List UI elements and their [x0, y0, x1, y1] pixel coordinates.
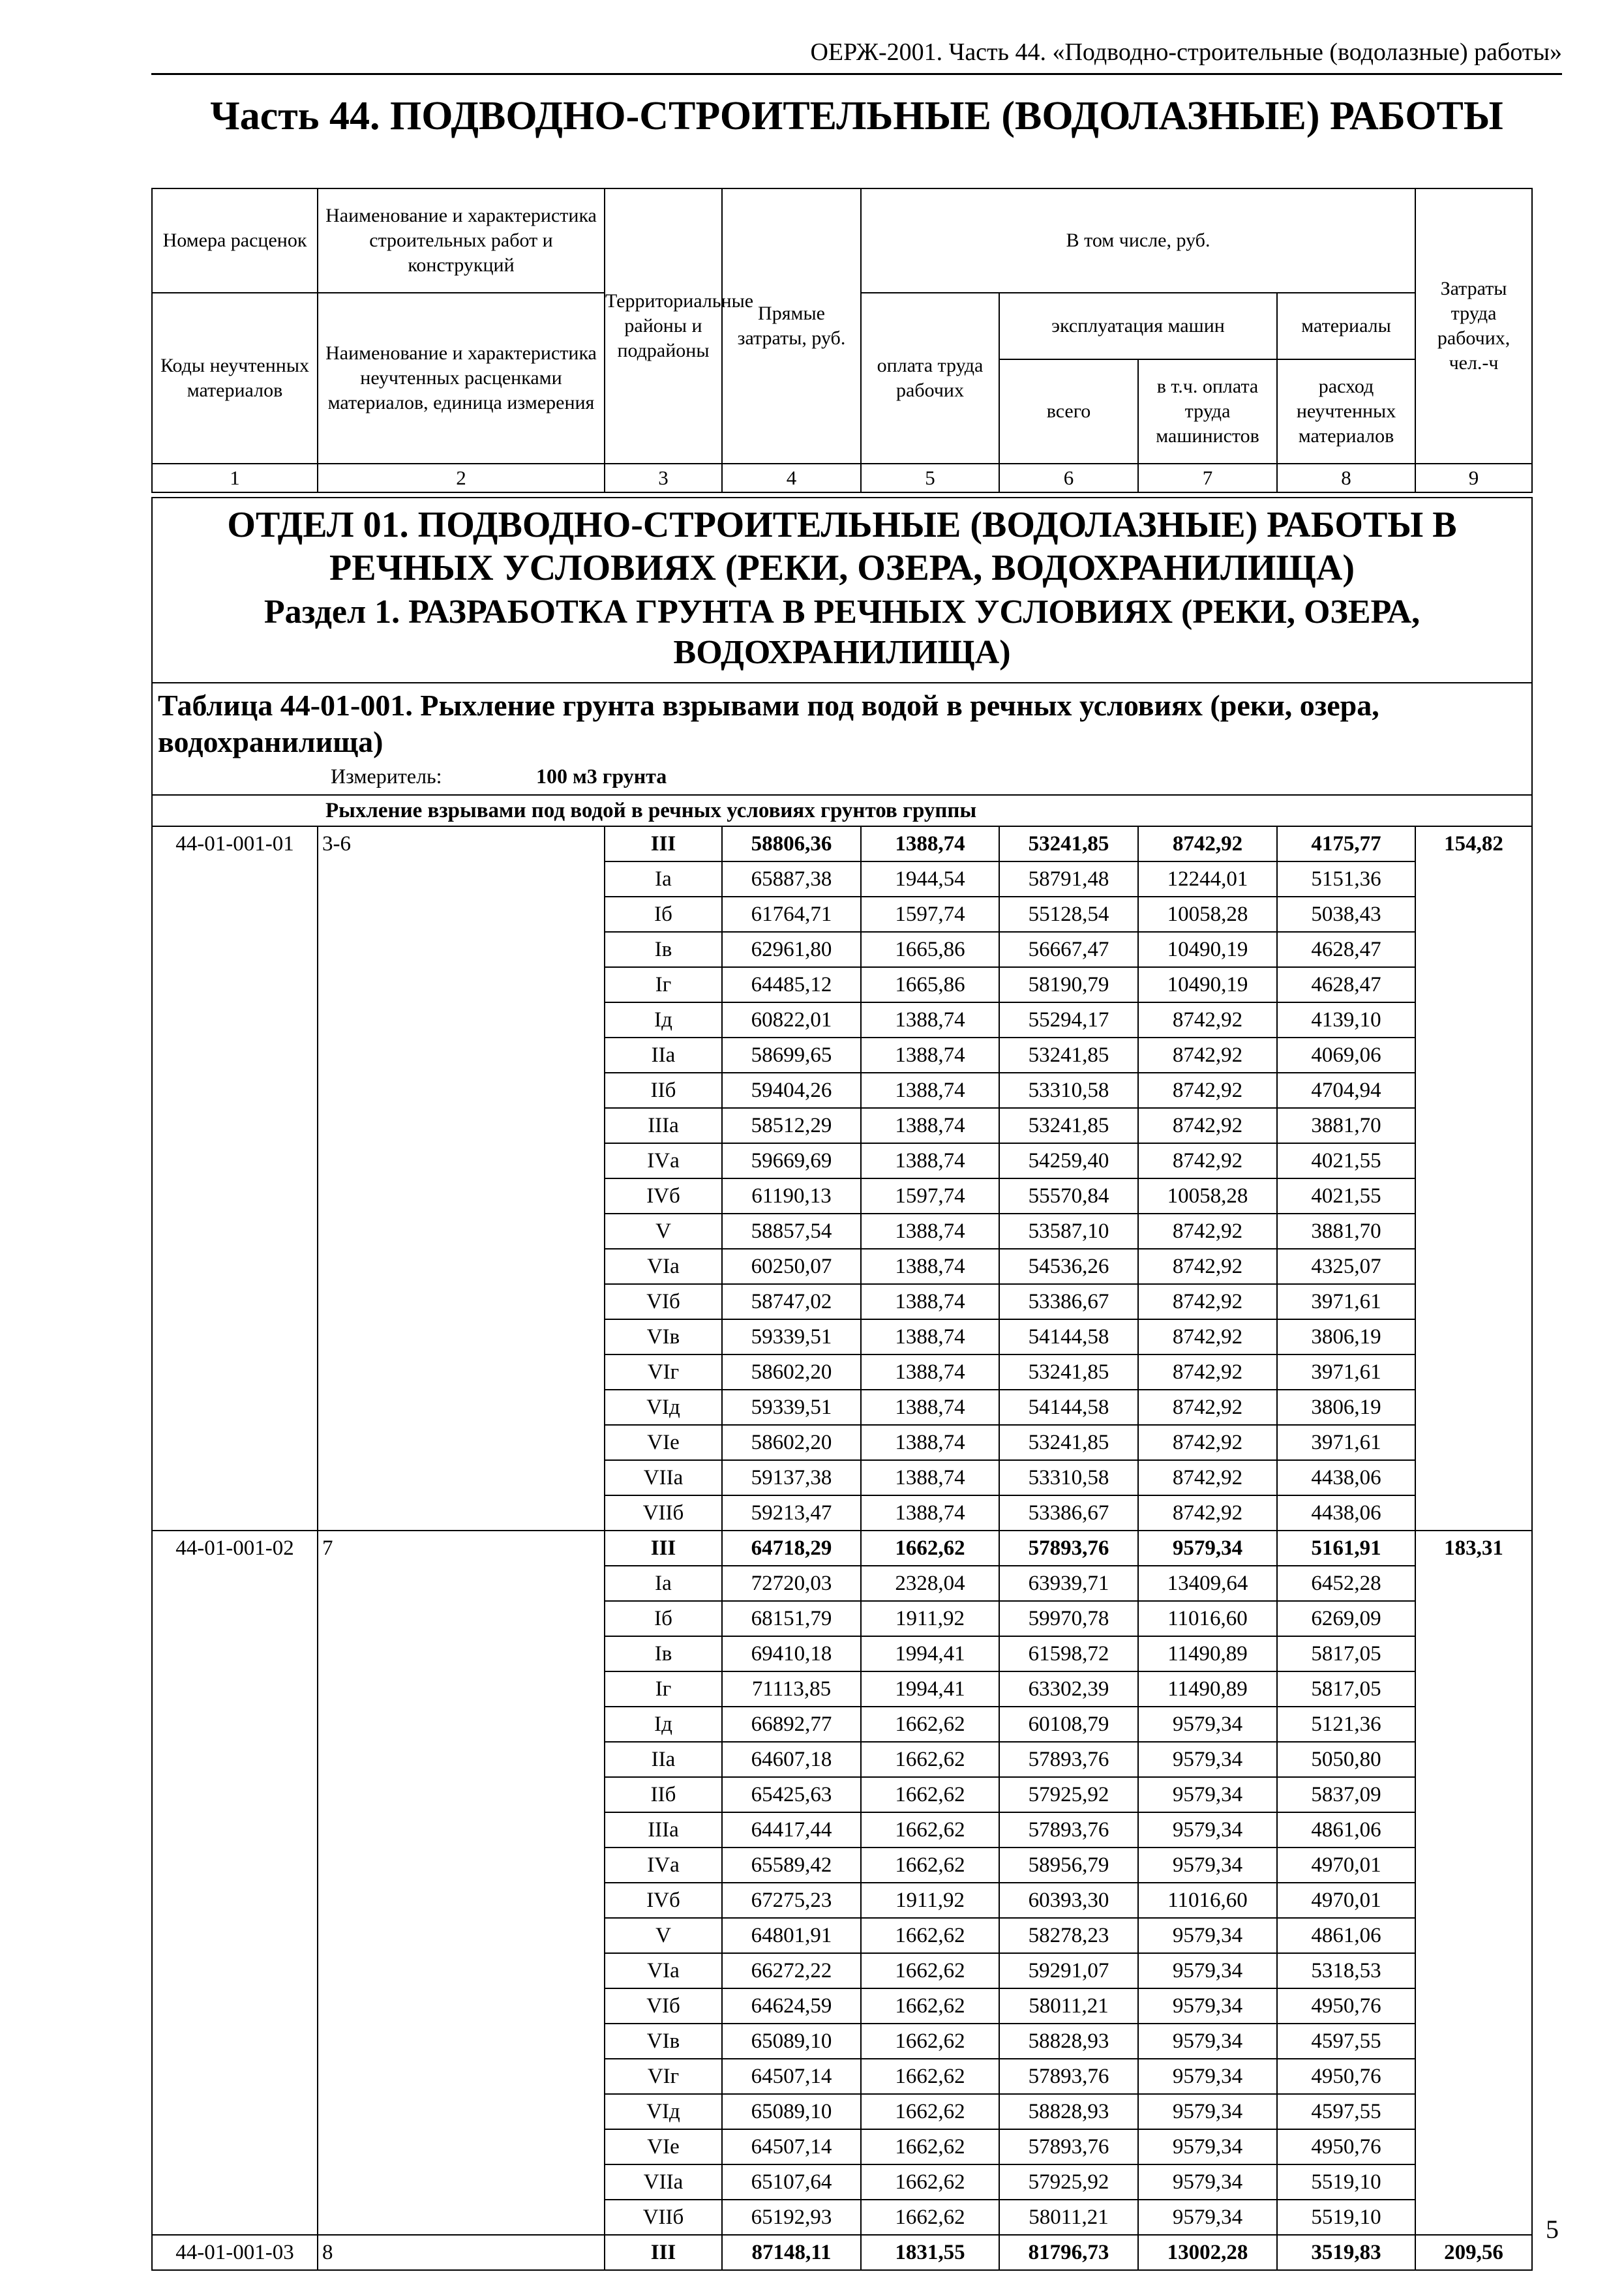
materials: 5050,80 [1277, 1742, 1415, 1777]
rate-code: 44-01-001-01 [152, 826, 318, 1531]
direct-costs: 61764,71 [722, 897, 861, 932]
table-title-block [152, 683, 1532, 795]
region: VIд [605, 2094, 722, 2129]
column-number: 1 [152, 464, 318, 492]
direct-costs: 65107,64 [722, 2164, 861, 2200]
region: V [605, 1214, 722, 1249]
materials: 3881,70 [1277, 1108, 1415, 1143]
materials: 4069,06 [1277, 1038, 1415, 1073]
wages: 1911,92 [861, 1601, 999, 1636]
column-number: 9 [1415, 464, 1532, 492]
machinists-wage: 12244,01 [1138, 861, 1277, 897]
materials: 4970,01 [1277, 1848, 1415, 1883]
direct-costs: 62961,80 [722, 932, 861, 967]
region: IVа [605, 1848, 722, 1883]
wages: 1597,74 [861, 1178, 999, 1214]
labor-hours: 154,82 [1415, 826, 1532, 1531]
region: IIа [605, 1742, 722, 1777]
column-number: 6 [999, 464, 1138, 492]
machines-total: 60108,79 [999, 1707, 1138, 1742]
materials: 5519,10 [1277, 2200, 1415, 2235]
wages: 1388,74 [861, 1038, 999, 1073]
region: Iв [605, 932, 722, 967]
materials: 6269,09 [1277, 1601, 1415, 1636]
direct-costs: 65192,93 [722, 2200, 861, 2235]
header-machines-total: всего [1000, 360, 1139, 463]
materials: 4628,47 [1277, 932, 1415, 967]
wages: 1665,86 [861, 932, 999, 967]
rate-name: 7 [318, 1531, 605, 2235]
header-work-name: Наименование и характеристика строительных работ и конструкций [318, 188, 605, 293]
region: Iа [605, 1566, 722, 1601]
materials: 4970,01 [1277, 1883, 1415, 1918]
header-machines-title: эксплуатация машин [1000, 293, 1276, 360]
header-wages: оплата труда рабочих [861, 293, 999, 464]
machines-total: 63302,39 [999, 1671, 1138, 1707]
machines-total: 60393,30 [999, 1883, 1138, 1918]
machines-total: 61598,72 [999, 1636, 1138, 1671]
machines-total: 53386,67 [999, 1495, 1138, 1531]
direct-costs: 65089,10 [722, 2094, 861, 2129]
machines-total: 54144,58 [999, 1390, 1138, 1425]
materials: 4597,55 [1277, 2094, 1415, 2129]
machines-total: 58956,79 [999, 1848, 1138, 1883]
machines-total: 53241,85 [999, 1108, 1138, 1143]
machines-total: 58791,48 [999, 861, 1138, 897]
direct-costs: 58602,20 [722, 1425, 861, 1460]
wages: 1388,74 [861, 1319, 999, 1354]
materials: 4950,76 [1277, 2059, 1415, 2094]
materials: 3971,61 [1277, 1284, 1415, 1319]
machines-total: 57893,76 [999, 2059, 1138, 2094]
wages: 1388,74 [861, 1073, 999, 1108]
machinists-wage: 9579,34 [1138, 1707, 1277, 1742]
direct-costs: 66272,22 [722, 1953, 861, 1988]
materials: 4597,55 [1277, 2024, 1415, 2059]
machines-total: 55294,17 [999, 1002, 1138, 1038]
direct-costs: 65425,63 [722, 1777, 861, 1812]
machinists-wage: 9579,34 [1138, 2024, 1277, 2059]
region: VIа [605, 1249, 722, 1284]
direct-costs: 64507,14 [722, 2059, 861, 2094]
direct-costs: 65089,10 [722, 2024, 861, 2059]
wages: 1662,62 [861, 1812, 999, 1848]
machines-total: 57893,76 [999, 1812, 1138, 1848]
region: Iд [605, 1707, 722, 1742]
region: IVа [605, 1143, 722, 1178]
machinists-wage: 13409,64 [1138, 1566, 1277, 1601]
direct-costs: 71113,85 [722, 1671, 861, 1707]
machinists-wage: 10058,28 [1138, 897, 1277, 932]
region: V [605, 1918, 722, 1953]
header-materials-unaccounted: расход неучтенных материалов [1296, 376, 1396, 447]
machines-total: 59291,07 [999, 1953, 1138, 1988]
direct-costs: 65589,42 [722, 1848, 861, 1883]
column-number: 5 [861, 464, 999, 492]
region: VIе [605, 2129, 722, 2164]
wages: 1388,74 [861, 826, 999, 861]
materials: 4704,94 [1277, 1073, 1415, 1108]
materials: 5038,43 [1277, 897, 1415, 932]
region: VIIб [605, 2200, 722, 2235]
direct-costs: 64607,18 [722, 1742, 861, 1777]
materials: 3971,61 [1277, 1425, 1415, 1460]
materials: 4021,55 [1277, 1143, 1415, 1178]
spacer [152, 492, 1532, 498]
column-number: 4 [722, 464, 861, 492]
machines-total: 53241,85 [999, 1038, 1138, 1073]
machinists-wage: 10490,19 [1138, 932, 1277, 967]
materials: 4950,76 [1277, 2129, 1415, 2164]
wages: 1662,62 [861, 2164, 999, 2200]
machinists-wage: 8742,92 [1138, 1214, 1277, 1249]
region: VIIа [605, 2164, 722, 2200]
materials: 4139,10 [1277, 1002, 1415, 1038]
running-header: ОЕРЖ-2001. Часть 44. «Подводно-строительные (водолазные) работы» [810, 38, 1562, 66]
direct-costs: 59137,38 [722, 1460, 861, 1495]
wages: 1388,74 [861, 1425, 999, 1460]
wages: 1388,74 [861, 1460, 999, 1495]
table-title: Таблица 44-01-001. Рыхление грунта взрывами под водой в речных условиях (реки, озера, водохранилища) [158, 689, 1379, 758]
otdel-title: ОТДЕЛ 01. ПОДВОДНО-СТРОИТЕЛЬНЫЕ (ВОДОЛАЗНЫЕ) РАБОТЫ В РЕЧНЫХ УСЛОВИЯХ (РЕКИ, ОЗЕРА, ВОДОХРАНИЛИЩА) [227, 505, 1457, 588]
machinists-wage: 8742,92 [1138, 1249, 1277, 1284]
direct-costs: 69410,18 [722, 1636, 861, 1671]
machinists-wage: 9579,34 [1138, 2164, 1277, 2200]
wages: 1662,62 [861, 2129, 999, 2164]
header-including: В том числе, руб. [861, 188, 1415, 293]
rate-code: 44-01-001-03 [152, 2235, 318, 2270]
machines-total: 55128,54 [999, 897, 1138, 932]
machines-total: 53241,85 [999, 1354, 1138, 1390]
wages: 1911,92 [861, 1883, 999, 1918]
wages: 1388,74 [861, 1284, 999, 1319]
machinists-wage: 9579,34 [1138, 2059, 1277, 2094]
direct-costs: 59404,26 [722, 1073, 861, 1108]
region: VIв [605, 2024, 722, 2059]
direct-costs: 59213,47 [722, 1495, 861, 1531]
region: VIа [605, 1953, 722, 1988]
materials: 4438,06 [1277, 1495, 1415, 1531]
machinists-wage: 11016,60 [1138, 1883, 1277, 1918]
direct-costs: 59339,51 [722, 1319, 861, 1354]
machines-total: 53386,67 [999, 1284, 1138, 1319]
column-number: 7 [1138, 464, 1277, 492]
direct-costs: 59339,51 [722, 1390, 861, 1425]
wages: 1388,74 [861, 1002, 999, 1038]
direct-costs: 68151,79 [722, 1601, 861, 1636]
header-machines-group [999, 293, 1277, 464]
region: VIIа [605, 1460, 722, 1495]
wages: 1662,62 [861, 1953, 999, 1988]
machines-total: 58828,93 [999, 2024, 1138, 2059]
machinists-wage: 9579,34 [1138, 1777, 1277, 1812]
machines-total: 53310,58 [999, 1460, 1138, 1495]
direct-costs: 58806,36 [722, 826, 861, 861]
machinists-wage: 9579,34 [1138, 1918, 1277, 1953]
rates-table [151, 188, 1533, 2271]
machinists-wage: 8742,92 [1138, 1354, 1277, 1390]
machinists-wage: 11016,60 [1138, 1601, 1277, 1636]
measure-label: Измеритель: [331, 764, 442, 788]
region: III [605, 2235, 722, 2270]
wages: 1944,54 [861, 861, 999, 897]
machinists-wage: 13002,28 [1138, 2235, 1277, 2270]
labor-hours: 183,31 [1415, 1531, 1532, 2235]
direct-costs: 64485,12 [722, 967, 861, 1002]
direct-costs: 60822,01 [722, 1002, 861, 1038]
materials: 5121,36 [1277, 1707, 1415, 1742]
region: Iа [605, 861, 722, 897]
machines-total: 53587,10 [999, 1214, 1138, 1249]
direct-costs: 87148,11 [722, 2235, 861, 2270]
machinists-wage: 8742,92 [1138, 1495, 1277, 1531]
machinists-wage: 10490,19 [1138, 967, 1277, 1002]
direct-costs: 58857,54 [722, 1214, 861, 1249]
direct-costs: 58747,02 [722, 1284, 861, 1319]
region: VIв [605, 1319, 722, 1354]
machinists-wage: 10058,28 [1138, 1178, 1277, 1214]
direct-costs: 58699,65 [722, 1038, 861, 1073]
wages: 1994,41 [861, 1636, 999, 1671]
page-number: 5 [1546, 2215, 1559, 2244]
machines-total: 58828,93 [999, 2094, 1138, 2129]
machines-total: 53241,85 [999, 826, 1138, 861]
direct-costs: 59669,69 [722, 1143, 861, 1178]
column-number: 2 [318, 464, 605, 492]
direct-costs: 72720,03 [722, 1566, 861, 1601]
machinists-wage: 8742,92 [1138, 1319, 1277, 1354]
machines-total: 58011,21 [999, 2200, 1138, 2235]
materials: 5837,09 [1277, 1777, 1415, 1812]
group-title: Рыхление взрывами под водой в речных условиях грунтов группы [152, 795, 1532, 826]
materials: 4861,06 [1277, 1812, 1415, 1848]
materials: 3806,19 [1277, 1390, 1415, 1425]
wages: 1388,74 [861, 1108, 999, 1143]
machinists-wage: 9579,34 [1138, 1953, 1277, 1988]
machines-total: 59970,78 [999, 1601, 1138, 1636]
wages: 1662,62 [861, 1988, 999, 2024]
header-materials [1277, 293, 1415, 464]
wages: 1388,74 [861, 1214, 999, 1249]
region: IIIа [605, 1812, 722, 1848]
machinists-wage: 8742,92 [1138, 1038, 1277, 1073]
region: III [605, 826, 722, 861]
materials: 5817,05 [1277, 1671, 1415, 1707]
machines-total: 56667,47 [999, 932, 1138, 967]
rate-name: 8 [318, 2235, 605, 2270]
direct-costs: 58602,20 [722, 1354, 861, 1390]
wages: 1662,62 [861, 2200, 999, 2235]
region: VIб [605, 1284, 722, 1319]
machines-total: 57893,76 [999, 1531, 1138, 1566]
machines-total: 58190,79 [999, 967, 1138, 1002]
region: Iб [605, 897, 722, 932]
header-rule [151, 73, 1562, 75]
materials: 3519,83 [1277, 2235, 1415, 2270]
direct-costs: 67275,23 [722, 1883, 861, 1918]
machinists-wage: 11490,89 [1138, 1636, 1277, 1671]
header-materials-title: материалы [1278, 293, 1415, 360]
direct-costs: 58512,29 [722, 1108, 861, 1143]
machinists-wage: 8742,92 [1138, 1073, 1277, 1108]
materials: 4950,76 [1277, 1988, 1415, 2024]
wages: 1662,62 [861, 1848, 999, 1883]
header-machinists-wage: в т.ч. оплата труда машинистов [1156, 376, 1259, 447]
wages: 1831,55 [861, 2235, 999, 2270]
wages: 1662,62 [861, 2024, 999, 2059]
materials: 5151,36 [1277, 861, 1415, 897]
machines-total: 57893,76 [999, 2129, 1138, 2164]
wages: 1388,74 [861, 1143, 999, 1178]
wages: 1388,74 [861, 1354, 999, 1390]
header-rate-numbers: Номера расценок [152, 188, 318, 293]
machinists-wage: 9579,34 [1138, 2200, 1277, 2235]
machines-total: 58278,23 [999, 1918, 1138, 1953]
region: IIа [605, 1038, 722, 1073]
machines-total: 58011,21 [999, 1988, 1138, 2024]
materials: 3881,70 [1277, 1214, 1415, 1249]
column-number: 3 [605, 464, 722, 492]
materials: 4175,77 [1277, 826, 1415, 861]
materials: 4325,07 [1277, 1249, 1415, 1284]
section-heading [152, 498, 1532, 683]
direct-costs: 64507,14 [722, 2129, 861, 2164]
machines-total: 54259,40 [999, 1143, 1138, 1178]
header-regions: Территориальные районы и подрайоны [605, 188, 722, 464]
direct-costs: 66892,77 [722, 1707, 861, 1742]
measure-value: 100 м3 грунта [536, 764, 667, 788]
direct-costs: 64718,29 [722, 1531, 861, 1566]
materials: 5817,05 [1277, 1636, 1415, 1671]
machines-total: 53310,58 [999, 1073, 1138, 1108]
machines-total: 54144,58 [999, 1319, 1138, 1354]
machines-total: 53241,85 [999, 1425, 1138, 1460]
materials: 5318,53 [1277, 1953, 1415, 1988]
machines-total: 57925,92 [999, 1777, 1138, 1812]
region: Iв [605, 1636, 722, 1671]
wages: 1662,62 [861, 1918, 999, 1953]
region: Iб [605, 1601, 722, 1636]
materials: 3971,61 [1277, 1354, 1415, 1390]
wages: 1597,74 [861, 897, 999, 932]
region: IIIа [605, 1108, 722, 1143]
direct-costs: 64417,44 [722, 1812, 861, 1848]
machines-total: 54536,26 [999, 1249, 1138, 1284]
machinists-wage: 9579,34 [1138, 1988, 1277, 2024]
region: IVб [605, 1883, 722, 1918]
machinists-wage: 9579,34 [1138, 1531, 1277, 1566]
region: IVб [605, 1178, 722, 1214]
column-number: 8 [1277, 464, 1415, 492]
materials: 4861,06 [1277, 1918, 1415, 1953]
wages: 1662,62 [861, 2059, 999, 2094]
direct-costs: 60250,07 [722, 1249, 861, 1284]
machines-total: 57893,76 [999, 1742, 1138, 1777]
header-material-name: Наименование и характеристика неучтенных расценками материалов, единица измерения [318, 293, 605, 464]
wages: 1662,62 [861, 1707, 999, 1742]
machines-total: 55570,84 [999, 1178, 1138, 1214]
region: VIг [605, 2059, 722, 2094]
region: VIг [605, 1354, 722, 1390]
machinists-wage: 9579,34 [1138, 1812, 1277, 1848]
labor-hours: 209,56 [1415, 2235, 1532, 2270]
region: Iг [605, 1671, 722, 1707]
machinists-wage: 8742,92 [1138, 1108, 1277, 1143]
machinists-wage: 8742,92 [1138, 1002, 1277, 1038]
region: VIе [605, 1425, 722, 1460]
razdel-title: Раздел 1. РАЗРАБОТКА ГРУНТА В РЕЧНЫХ УСЛОВИЯХ (РЕКИ, ОЗЕРА, ВОДОХРАНИЛИЩА) [263, 593, 1421, 671]
wages: 1662,62 [861, 2094, 999, 2129]
wages: 1388,74 [861, 1249, 999, 1284]
machinists-wage: 8742,92 [1138, 826, 1277, 861]
materials: 4628,47 [1277, 967, 1415, 1002]
machinists-wage: 8742,92 [1138, 1390, 1277, 1425]
region: Iд [605, 1002, 722, 1038]
header-direct-costs: Прямые затраты, руб. [722, 188, 861, 464]
direct-costs: 61190,13 [722, 1178, 861, 1214]
header-material-codes: Коды неучтенных материалов [152, 293, 318, 464]
materials: 6452,28 [1277, 1566, 1415, 1601]
wages: 1388,74 [861, 1390, 999, 1425]
machinists-wage: 9579,34 [1138, 1742, 1277, 1777]
wages: 1662,62 [861, 1531, 999, 1566]
region: III [605, 1531, 722, 1566]
direct-costs: 64624,59 [722, 1988, 861, 2024]
direct-costs: 65887,38 [722, 861, 861, 897]
rate-name: 3-6 [318, 826, 605, 1531]
materials: 4438,06 [1277, 1460, 1415, 1495]
region: IIб [605, 1073, 722, 1108]
machines-total: 63939,71 [999, 1566, 1138, 1601]
region: VIIб [605, 1495, 722, 1531]
region: IIб [605, 1777, 722, 1812]
wages: 1665,86 [861, 967, 999, 1002]
machinists-wage: 8742,92 [1138, 1284, 1277, 1319]
wages: 1388,74 [861, 1495, 999, 1531]
wages: 1994,41 [861, 1671, 999, 1707]
machinists-wage: 11490,89 [1138, 1671, 1277, 1707]
wages: 1662,62 [861, 1742, 999, 1777]
region: VIд [605, 1390, 722, 1425]
wages: 2328,04 [861, 1566, 999, 1601]
machinists-wage: 9579,34 [1138, 2094, 1277, 2129]
wages: 1662,62 [861, 1777, 999, 1812]
materials: 4021,55 [1277, 1178, 1415, 1214]
machinists-wage: 9579,34 [1138, 2129, 1277, 2164]
machinists-wage: 8742,92 [1138, 1143, 1277, 1178]
direct-costs: 64801,91 [722, 1918, 861, 1953]
machinists-wage: 8742,92 [1138, 1425, 1277, 1460]
machinists-wage: 8742,92 [1138, 1460, 1277, 1495]
region: Iг [605, 967, 722, 1002]
machinists-wage: 9579,34 [1138, 1848, 1277, 1883]
header-labor: Затраты труда рабочих, чел.-ч [1415, 188, 1532, 464]
materials: 5519,10 [1277, 2164, 1415, 2200]
machines-total: 81796,73 [999, 2235, 1138, 2270]
rate-code: 44-01-001-02 [152, 1531, 318, 2235]
machines-total: 57925,92 [999, 2164, 1138, 2200]
materials: 5161,91 [1277, 1531, 1415, 1566]
part-title: Часть 44. ПОДВОДНО-СТРОИТЕЛЬНЫЕ (ВОДОЛАЗНЫЕ) РАБОТЫ [210, 94, 1503, 138]
materials: 3806,19 [1277, 1319, 1415, 1354]
region: VIб [605, 1988, 722, 2024]
